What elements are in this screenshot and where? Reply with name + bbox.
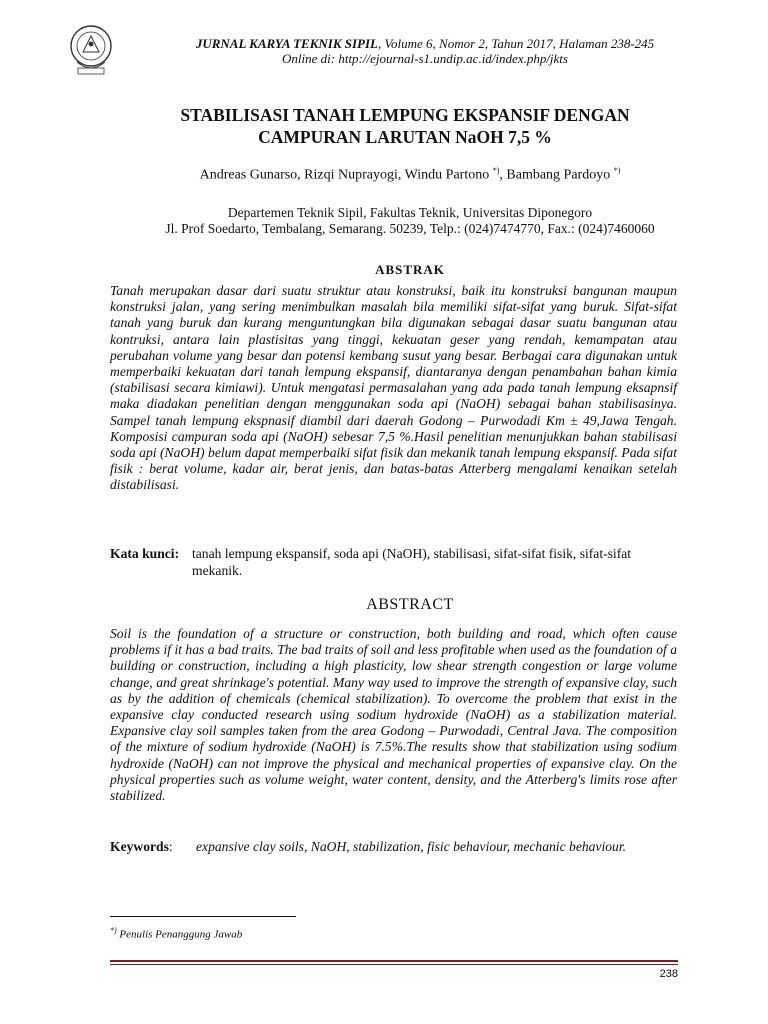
kata-kunci-text: tanah lempung ekspansif, soda api (NaOH), stabilisasi, sifat-sifat fisik, sifat-sifat mekanik. [192,546,632,578]
keywords-block [110,839,677,856]
journal-name: JURNAL KARYA TEKNIK SIPIL [195,36,378,51]
affiliation-line-1: Departemen Teknik Sipil, Fakultas Teknik, Universitas Diponegoro [227,205,593,220]
footnote-divider [110,916,296,917]
affiliation [90,205,730,237]
journal-online: Online di: http://ejournal-s1.undip.ac.id/index.php/jkts [282,51,568,66]
authors-part-1: Andreas Gunarso, Rizqi Nuprayogi, Windu Partono [199,167,493,183]
keywords-label-wrap [110,839,196,856]
kata-kunci-block [110,546,677,579]
journal-details: , Volume 6, Nomor 2, Tahun 2017, Halaman 238-245 [378,36,655,51]
authors-part-2: , Bambang Pardoyo [499,167,614,183]
author-list [110,166,710,184]
abstract-heading: ABSTRACT [366,596,454,613]
corresponding-mark-1: *) [492,166,500,175]
affiliation-line-2: Jl. Prof Soedarto, Tembalang, Semarang. 50239, Telp.: (024)7474770, Fax.: (024)7460060 [165,221,655,236]
journal-header [160,36,690,66]
title-line-2: CAMPURAN LARUTAN NaOH 7,5 % [258,127,552,147]
paper-title [110,104,700,148]
footer-rule-thin [110,964,678,965]
university-seal-icon [68,22,114,80]
kata-kunci-label: Kata kunci: [110,546,180,561]
footnote-text: Penulis Penanggung Jawab [116,928,243,941]
footnote [110,926,242,941]
page-number: 238 [659,968,678,980]
footer-rule-thick [110,960,678,962]
footnote-mark: *) [110,926,117,935]
journal-citation [160,36,690,51]
abstrak-heading: ABSTRAK [375,262,445,277]
keywords-colon: : [168,839,173,854]
keywords-text: expansive clay soils, NaOH, stabilization, fisic behaviour, mechanic behaviour. [196,839,627,854]
title-line-1: STABILISASI TANAH LEMPUNG EKSPANSIF DENGAN [180,105,630,125]
abstract-text: Soil is the foundation of a structure or construction, both building and road, which often cause problems if it has a bad traits. The bad traits of soil and less profitable when used as the foundation of a building or construction, including a high plasticity, low shear strength congestion or large volume change, and great shrinkage's potential. Many way used to improve the strength of expansive clay, such as by the addition of chemicals (chemical stabilization). To overcome the problem that exist in the expansive clay conducted research using sodium hydroxide (NaOH) as a stabilization material. Expansive clay soil samples taken from the area Godong – Purwodadi, Central Java. The composition of the mixture of sodium hydroxide (NaOH) is 7.5%.The results show that stabilization using sodium hydroxide (NaOH) can not improve the physical and mechanical properties of expansive clay. On the physical properties such as volume weight, water content, density, and the Atterberg's limits rose after stabilized. [110,626,677,804]
corresponding-mark-2: *) [613,166,621,175]
keywords-label: Keywords [110,839,169,854]
abstrak-text: Tanah merupakan dasar dari suatu struktur atau konstruksi, baik itu konstruksi bangunan maupun konstruksi jalan, yang sering menimbulkan masalah bila memiliki sifat-sifat yang buruk. Sifat-sifat tanah yang buruk dan kurang menguntungkan bila digunakan sebagai dasar suatu bangunan atau kontruksi, antara lain plastisitas yang tinggi, kekuatan geser yang rendah, kemampatan atau perubahan volume yang besar dan potensi kembang susut yang besar. Berbagai cara digunakan untuk memperbaiki kekuatan dari tanah lempung ekspansif, diantaranya dengan penambahan bahan kimia (stabilisasi secara kimiawi). Untuk mengatasi permasalahan yang ada pada tanah lempung eksapnsif maka diadakan penelitian dengan menggunakan soda api (NaOH) sebagai bahan stabilisasinya. Sampel tanah lempung ekspnasif diambil dari daerah Godong – Purwodadi Km ± 49,Jawa Tengah. Komposisi campuran soda api (NaOH) sebesar 7,5 %.Hasil penelitian menunjukkan bahan stabilisasi soda api (NaOH) belum dapat memperbaiki sifat fisik dan mekanik tanah lempung ekspansif. Pada sifat fisik : berat volume, kadar air, berat jenis, dan batas-batas Atterberg mengalami kenaikan setelah distabilisasi. [110,283,677,493]
